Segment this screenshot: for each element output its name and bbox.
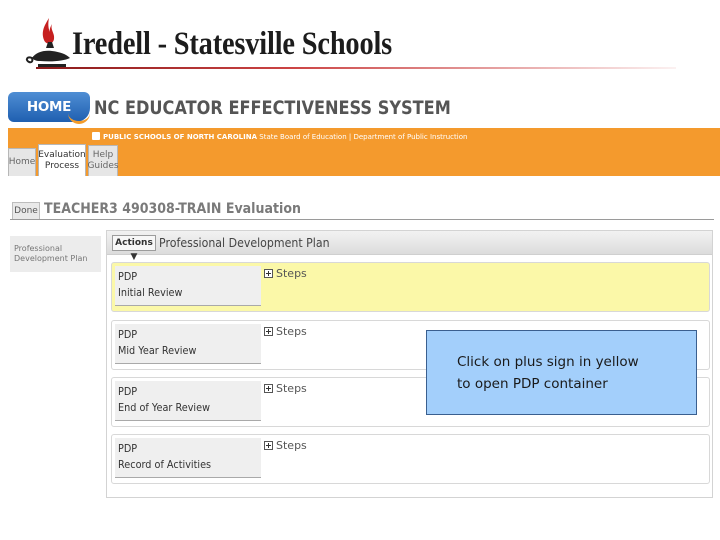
pdp-row-initial-review [111,262,710,312]
pdp-row-name: End of Year Review [118,401,211,414]
navigation-bar [8,128,720,176]
evaluation-title: TEACHER3 490308-TRAIN Evaluation [44,201,301,217]
pdp-row-name: Record of Activities [118,458,212,471]
callout-line-2: to open PDP container [457,376,608,392]
plus-icon[interactable] [264,441,273,450]
tab-help-guides[interactable] [88,145,118,176]
pdp-row-label [115,438,261,478]
pdp-row-type: PDP [118,385,138,398]
tab-help-label-1: Help [92,150,114,160]
nc-org-name: PUBLIC SCHOOLS OF NORTH CAROLINA [103,133,258,141]
nc-org-sub: State Board of Education | Department of Public Instruction [259,133,468,141]
pdp-row-name: Mid Year Review [118,344,197,357]
tab-evaluation-label-2: Process [44,160,80,171]
nc-dpi-strip [92,132,467,141]
steps-label: Steps [276,267,307,280]
steps-expander[interactable] [264,439,307,452]
nc-seal-icon [92,132,100,140]
tab-evaluation-label-1: Evaluation [38,149,86,160]
tab-evaluation-process[interactable] [38,144,86,176]
tab-home-label: Home [8,157,36,167]
tab-home[interactable] [8,148,36,176]
sidebar-item-label-2: Development Plan [14,254,88,263]
logo-swoosh-icon [68,112,90,124]
plus-icon[interactable] [264,269,273,278]
header-divider [36,67,676,69]
panel-title: Professional Development Plan [159,235,330,250]
pdp-row-label [115,381,261,421]
pdp-row-type: PDP [118,328,138,341]
steps-expander[interactable] [264,382,307,395]
home-base-banner [8,88,720,128]
pdp-row-name: Initial Review [118,286,183,299]
pdp-row-type: PDP [118,270,138,283]
system-title: NC EDUCATOR EFFECTIVENESS SYSTEM [94,97,451,119]
steps-label: Steps [276,382,307,395]
actions-dropdown-button[interactable]: Actions ▼ [112,235,156,251]
pdp-row-type: PDP [118,442,138,455]
steps-expander[interactable] [264,267,307,280]
steps-label: Steps [276,325,307,338]
callout-line-1: Click on plus sign in yellow [457,354,639,370]
done-button[interactable]: Done [12,202,40,220]
lamp-of-learning-icon [22,14,74,74]
district-name: Iredell - Statesville Schools [72,26,393,62]
sidebar-item-professional-development-plan[interactable] [10,236,101,272]
steps-label: Steps [276,439,307,452]
tab-help-label-2: Guides [87,161,119,171]
pdp-row-label [115,324,261,364]
panel-header [107,231,712,262]
instruction-callout [426,330,697,415]
home-base-logo: HOME [8,92,90,122]
pdp-row-record-of-activities [111,434,710,484]
sidebar-item-label-1: Professional [14,244,63,253]
slide-header [0,0,720,80]
plus-icon[interactable] [264,384,273,393]
pdp-row-label [115,266,261,306]
main-tabs [8,144,118,176]
steps-expander[interactable] [264,325,307,338]
evaluation-divider [10,219,714,220]
plus-icon[interactable] [264,327,273,336]
